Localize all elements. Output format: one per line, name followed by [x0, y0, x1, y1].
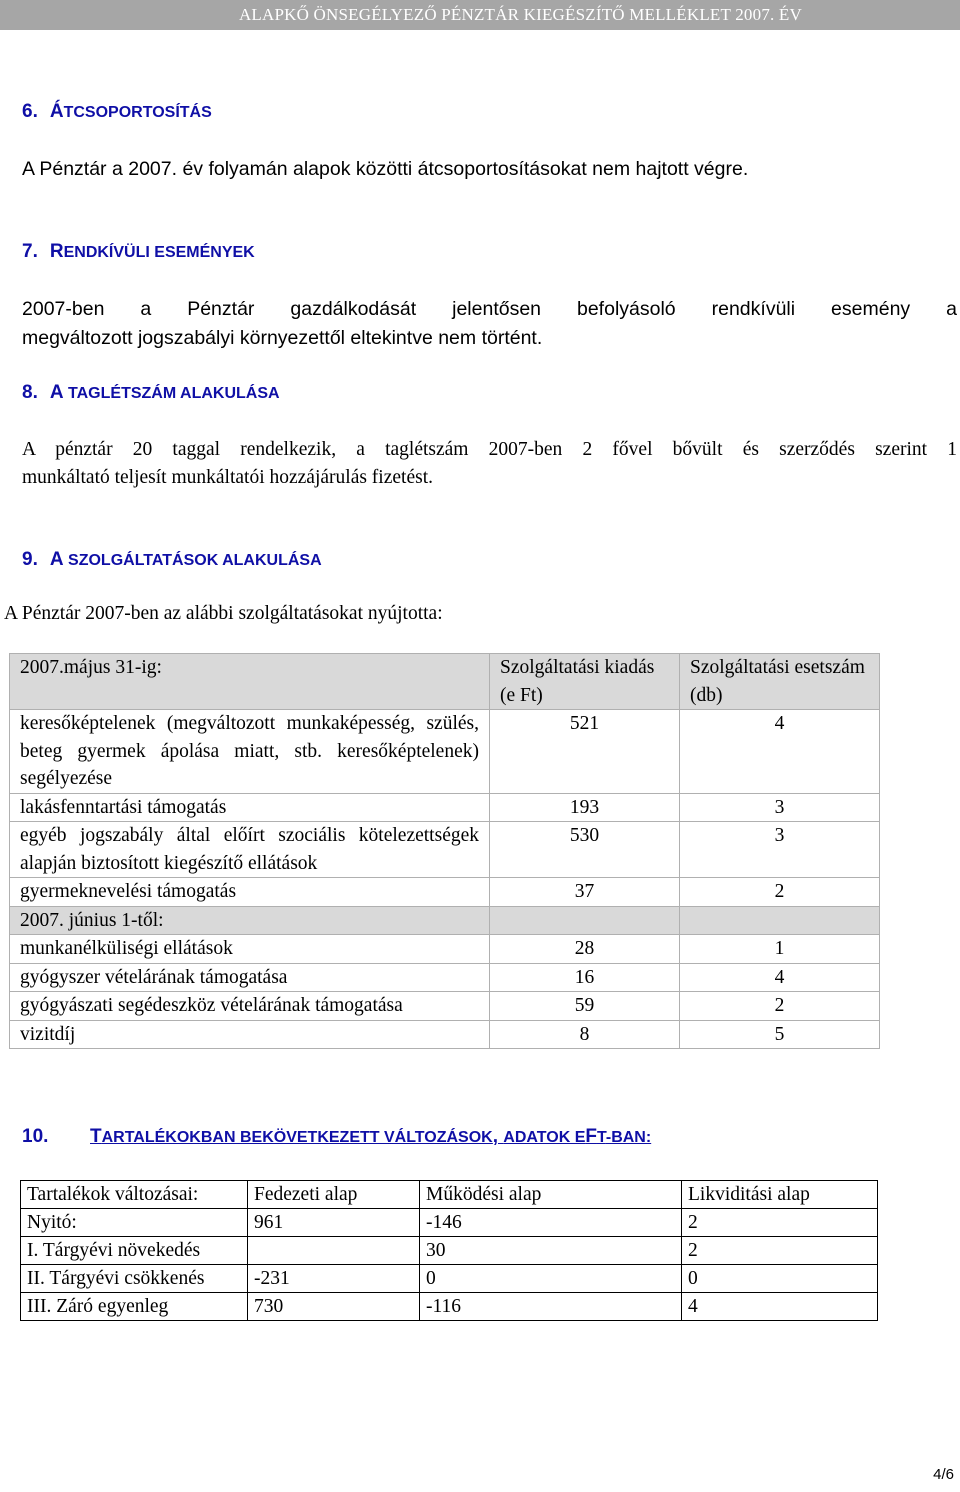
section-6-heading	[22, 101, 212, 123]
cell: 2	[682, 1237, 878, 1265]
row-label: gyermeknevelési támogatás	[10, 878, 490, 907]
column-header: Tartalékok változásai:	[21, 1181, 248, 1209]
section-10-heading	[22, 1126, 651, 1148]
header-title: ALAPKŐ ÖNSEGÉLYEZŐ PÉNZTÁR KIEGÉSZÍTŐ MELLÉKLET 2007. ÉV	[238, 5, 802, 24]
table-row	[21, 1265, 878, 1293]
section-7-body-line-1: 2007-ben a Pénztár gazdálkodását jelentősen befolyásoló rendkívüli esemény a	[22, 298, 957, 320]
table-row	[10, 963, 880, 992]
row-label: keresőképtelenek (megváltozott munkaképesség, szülés, beteg gyermek ápolása miatt, stb. keresőképtelenek) segélyezése	[10, 710, 490, 794]
section-7-title: ENDKÍVÜLI ESEMÉNYEK	[63, 244, 255, 261]
section-7-body	[22, 295, 957, 353]
section-8-body-line-2: munkáltató teljesít munkáltatói hozzájárulás fizetést.	[22, 467, 433, 488]
period-2-label: 2007. június 1-től:	[10, 906, 490, 935]
section-8-number: 8.	[22, 382, 38, 403]
column-header: Likviditási alap	[682, 1181, 878, 1209]
document-header	[0, 0, 960, 30]
table-row	[10, 878, 880, 907]
table-row	[10, 710, 880, 794]
table-row	[10, 992, 880, 1021]
period-2-empty-count	[680, 906, 880, 935]
row-amount: 37	[490, 878, 680, 907]
reserves-table	[20, 1180, 878, 1321]
services-table-header-row	[10, 654, 880, 710]
section-9-heading	[22, 549, 322, 571]
section-10-title: TARTALÉKOKBAN BEKÖVETKEZETT VÁLTOZÁSOK, ADATOK EFT-BAN:	[90, 1126, 652, 1147]
row-amount: 530	[490, 822, 680, 878]
row-count: 3	[680, 793, 880, 822]
section-7-number: 7.	[22, 241, 38, 262]
table-row	[10, 935, 880, 964]
section-7-heading	[22, 241, 255, 263]
row-amount: 8	[490, 1020, 680, 1049]
row-label: lakásfenntartási támogatás	[10, 793, 490, 822]
cell: 0	[682, 1265, 878, 1293]
cell: 30	[420, 1237, 682, 1265]
row-label: gyógyszer vételárának támogatása	[10, 963, 490, 992]
row-amount: 193	[490, 793, 680, 822]
reserves-table-header-row	[21, 1181, 878, 1209]
page-number: 4/6	[933, 1466, 954, 1483]
cell: 4	[682, 1293, 878, 1321]
row-label: munkanélküliségi ellátások	[10, 935, 490, 964]
row-count: 2	[680, 992, 880, 1021]
section-9-title-initial: A	[49, 549, 64, 570]
cell: -146	[420, 1209, 682, 1237]
table-row	[21, 1237, 878, 1265]
table-row	[21, 1293, 878, 1321]
section-8-title-initial: A	[49, 382, 64, 403]
cell: 0	[420, 1265, 682, 1293]
row-label: Nyitó:	[21, 1209, 248, 1237]
column-header-amount: Szolgáltatási kiadás (e Ft)	[490, 654, 680, 710]
row-amount: 28	[490, 935, 680, 964]
row-amount: 59	[490, 992, 680, 1021]
row-count: 2	[680, 878, 880, 907]
section-6-title-initial: Á	[49, 101, 64, 122]
table-row	[10, 793, 880, 822]
row-label: I. Tárgyévi növekedés	[21, 1237, 248, 1265]
period-1-label: 2007.május 31-ig:	[10, 654, 490, 710]
row-count: 3	[680, 822, 880, 878]
table-row	[10, 822, 880, 878]
row-amount: 521	[490, 710, 680, 794]
row-count: 4	[680, 710, 880, 794]
cell: 2	[682, 1209, 878, 1237]
row-label: II. Tárgyévi csökkenés	[21, 1265, 248, 1293]
section-6-body: A Pénztár a 2007. év folyamán alapok közötti átcsoportosításokat nem hajtott végre.	[22, 158, 749, 180]
section-6-number: 6.	[22, 101, 38, 122]
row-label: vizitdíj	[10, 1020, 490, 1049]
section-9-title: SZOLGÁLTATÁSOK ALAKULÁSA	[63, 552, 322, 569]
section-10-number: 10.	[22, 1126, 49, 1147]
section-9-number: 9.	[22, 549, 38, 570]
row-label: egyéb jogszabály által előírt szociális kötelezettségek alapján biztosított kiegészítő ellátások	[10, 822, 490, 878]
cell: 730	[248, 1293, 420, 1321]
section-8-body-line-1: A pénztár 20 taggal rendelkezik, a taglétszám 2007-ben 2 fővel bővült és szerződés szerint 1	[22, 439, 957, 460]
column-header: Működési alap	[420, 1181, 682, 1209]
column-header: Fedezeti alap	[248, 1181, 420, 1209]
section-8-title: TAGLÉTSZÁM ALAKULÁSA	[63, 385, 280, 402]
section-9-body: A Pénztár 2007-ben az alábbi szolgáltatásokat nyújtotta:	[4, 603, 443, 624]
row-label: III. Záró egyenleg	[21, 1293, 248, 1321]
column-header-count: Szolgáltatási esetszám (db)	[680, 654, 880, 710]
row-label: gyógyászati segédeszköz vételárának támogatása	[10, 992, 490, 1021]
section-8-body	[22, 436, 957, 492]
row-count: 5	[680, 1020, 880, 1049]
cell	[248, 1237, 420, 1265]
cell: -116	[420, 1293, 682, 1321]
period-2-row	[10, 906, 880, 935]
period-2-empty-amount	[490, 906, 680, 935]
section-7-title-initial: R	[49, 241, 64, 262]
services-table	[9, 653, 880, 1049]
section-8-heading	[22, 382, 280, 404]
table-row	[21, 1209, 878, 1237]
table-row	[10, 1020, 880, 1049]
row-count: 4	[680, 963, 880, 992]
section-7-body-line-2: megváltozott jogszabályi környezettől eltekintve nem történt.	[22, 327, 543, 349]
row-amount: 16	[490, 963, 680, 992]
section-6-title: TCSOPORTOSÍTÁS	[63, 104, 212, 121]
cell: 961	[248, 1209, 420, 1237]
row-count: 1	[680, 935, 880, 964]
cell: -231	[248, 1265, 420, 1293]
